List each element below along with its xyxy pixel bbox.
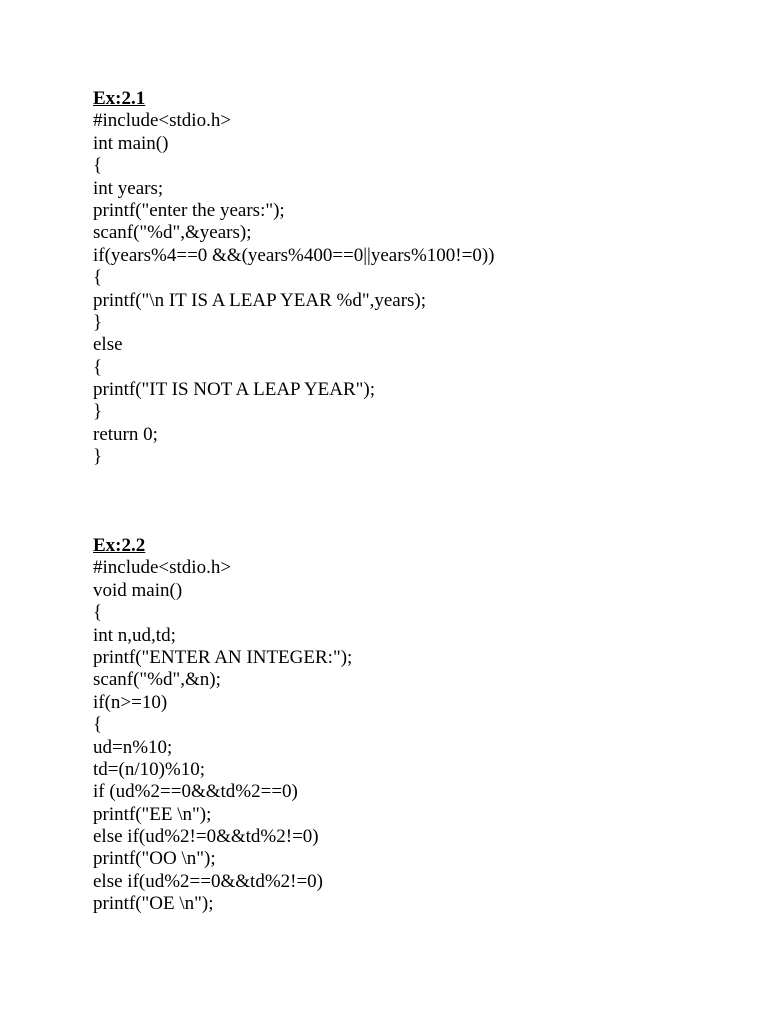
code-line: #include<stdio.h> [93, 557, 232, 579]
code-line: else [93, 334, 123, 356]
code-line: printf("EE \n"); [93, 803, 212, 825]
exercise-2-2 [93, 535, 352, 916]
code-line: printf("OE \n"); [93, 893, 214, 915]
code-line: if(years%4==0 &&(years%400==0||years%100!=0)) [93, 244, 495, 266]
code-line: return 0; [93, 423, 158, 445]
exercise-heading: Ex:2.1 [93, 88, 146, 109]
code-line: { [93, 602, 103, 624]
code-line: int n,ud,td; [93, 624, 176, 646]
code-line: ud=n%10; [93, 736, 173, 758]
exercise-heading: Ex:2.2 [93, 535, 146, 556]
code-line: printf("OO \n"); [93, 848, 216, 870]
code-line: #include<stdio.h> [93, 110, 232, 132]
code-line: scanf("%d",&n); [93, 669, 221, 691]
code-line: printf("ENTER AN INTEGER:"); [93, 646, 353, 668]
code-line: int main() [93, 132, 169, 154]
code-line: else if(ud%2==0&&td%2!=0) [93, 870, 324, 892]
code-line: printf("IT IS NOT A LEAP YEAR"); [93, 379, 376, 401]
code-line: } [93, 401, 103, 423]
code-block [93, 110, 494, 468]
code-line: td=(n/10)%10; [93, 758, 206, 780]
code-line: { [93, 356, 103, 378]
code-line: } [93, 311, 103, 333]
code-block [93, 557, 352, 915]
code-line: int years; [93, 177, 164, 199]
code-line: { [93, 155, 103, 177]
code-line: if(n>=10) [93, 691, 168, 713]
code-line: { [93, 267, 103, 289]
code-line: else if(ud%2!=0&&td%2!=0) [93, 826, 319, 848]
code-line: if (ud%2==0&&td%2==0) [93, 781, 298, 803]
exercise-2-1 [93, 88, 494, 469]
code-line: printf("enter the years:"); [93, 199, 285, 221]
code-line: scanf("%d",&years); [93, 222, 252, 244]
code-line: printf("\n IT IS A LEAP YEAR %d",years); [93, 289, 427, 311]
code-line: } [93, 446, 103, 468]
code-line: { [93, 714, 103, 736]
code-line: void main() [93, 579, 183, 601]
